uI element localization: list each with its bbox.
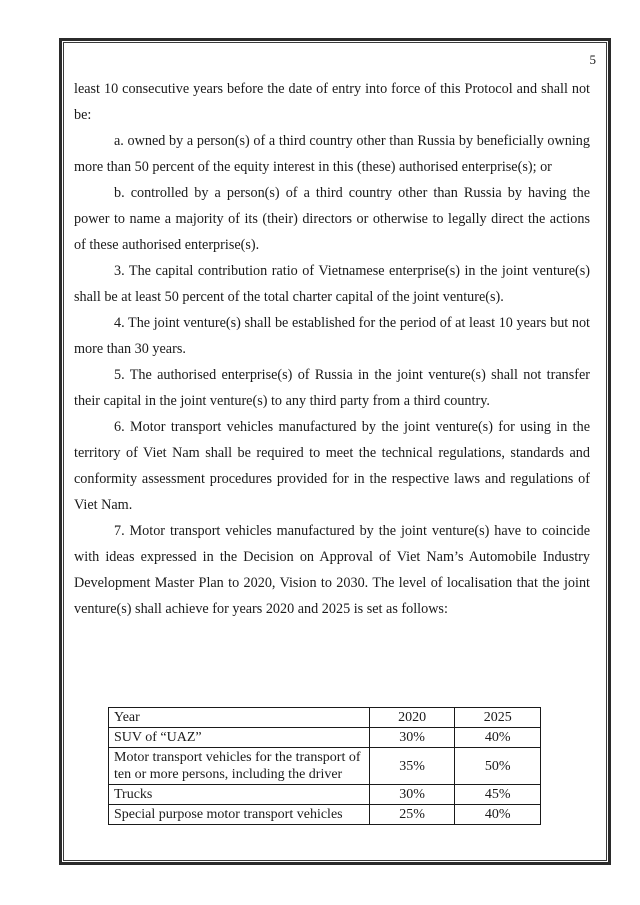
localisation-table xyxy=(108,707,541,825)
paragraph-6: 6. Motor transport vehicles manufactured by the joint venture(s) for using in the territory of Viet Nam shall be required to meet the technical regulations, standards and conformity assessment procedures provided for in the respective laws and regulations of Viet Nam. xyxy=(74,419,590,513)
paragraph-item-b: b. controlled by a person(s) of a third country other than Russia by having the power to name a majority of its (their) directors or otherwise to legally direct the actions of these authorised enterprise(s). xyxy=(74,185,590,253)
table-header-cell: Year xyxy=(109,708,370,728)
table-row xyxy=(109,805,541,825)
table-cell: 25% xyxy=(369,805,455,825)
table-cell: 50% xyxy=(455,748,541,785)
table-row xyxy=(109,785,541,805)
table-cell: Motor transport vehicles for the transport of ten or more persons, including the driver xyxy=(109,748,370,785)
paragraph-item-a: a. owned by a person(s) of a third country other than Russia by beneficially owning more than 50 percent of the equity interest in this (these) authorised enterprise(s); or xyxy=(74,133,590,175)
paragraph-4: 4. The joint venture(s) shall be established for the period of at least 10 years but not more than 30 years. xyxy=(74,315,590,357)
table-header-row xyxy=(109,708,541,728)
table-cell: Trucks xyxy=(109,785,370,805)
table-cell: 35% xyxy=(369,748,455,785)
paragraph-7: 7. Motor transport vehicles manufactured by the joint venture(s) have to coincide with ideas expressed in the Decision on Approval of Viet Nam’s Automobile Industry Development Master Plan to 2020, Vision to 2030. The level of localisation that the joint venture(s) shall achieve for years 2020 and 2025 is set as follows: xyxy=(74,523,590,617)
table-header-cell: 2020 xyxy=(369,708,455,728)
table-row xyxy=(109,748,541,785)
table-cell: 40% xyxy=(455,728,541,748)
paragraph-5: 5. The authorised enterprise(s) of Russia in the joint venture(s) shall not transfer their capital in the joint venture(s) to any third party from a third country. xyxy=(74,367,590,409)
paragraph-3: 3. The capital contribution ratio of Vietnamese enterprise(s) in the joint venture(s) shall be at least 50 percent of the total charter capital of the joint venture(s). xyxy=(74,263,590,305)
table-cell: SUV of “UAZ” xyxy=(109,728,370,748)
table-cell: Special purpose motor transport vehicles xyxy=(109,805,370,825)
table-cell: 30% xyxy=(369,728,455,748)
document-body xyxy=(74,76,590,622)
table-cell: 45% xyxy=(455,785,541,805)
paragraph-continuation: least 10 consecutive years before the date of entry into force of this Protocol and shall not be: xyxy=(74,81,590,123)
table-cell: 40% xyxy=(455,805,541,825)
page-number: 5 xyxy=(589,52,596,67)
table-header-cell: 2025 xyxy=(455,708,541,728)
table-row xyxy=(109,728,541,748)
table-cell: 30% xyxy=(369,785,455,805)
